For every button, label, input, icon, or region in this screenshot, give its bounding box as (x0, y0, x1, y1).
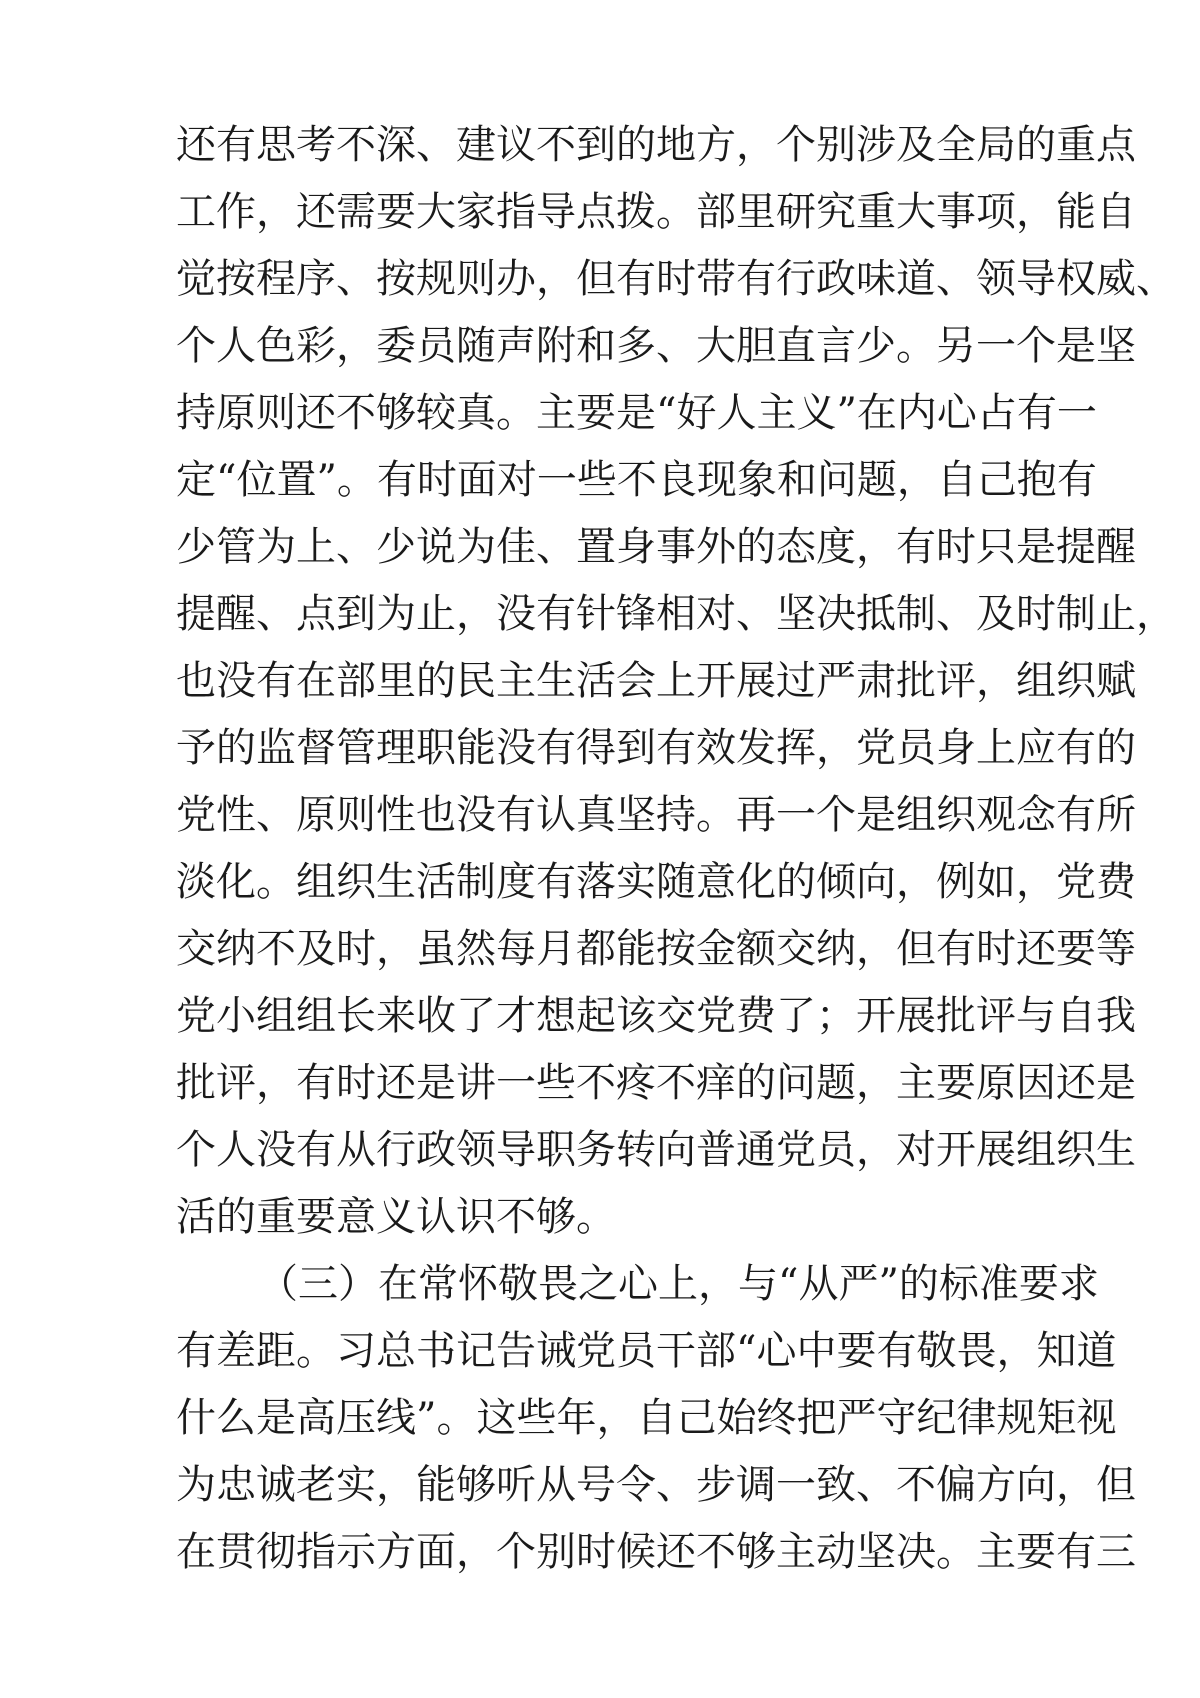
text-line: 淡化。组织生活制度有落实随意化的倾向，例如，党费 (176, 859, 1136, 905)
section-heading-line: （三）在常怀敬畏之心上，与“从严”的标准要求 (258, 1261, 1099, 1307)
text-line: 交纳不及时，虽然每月都能按金额交纳，但有时还要等 (176, 926, 1136, 972)
text-line: 还有思考不深、建议不到的地方，个别涉及全局的重点 (176, 122, 1136, 168)
text-line: 少管为上、少说为佳、置身事外的态度，有时只是提醒 (176, 524, 1136, 570)
text-line: 党性、原则性也没有认真坚持。再一个是组织观念有所 (176, 792, 1136, 838)
text-line: 予的监督管理职能没有得到有效发挥，党员身上应有的 (176, 725, 1136, 771)
text-line: 定“位置”。有时面对一些不良现象和问题，自己抱有 (176, 457, 1097, 503)
text-line: 持原则还不够较真。主要是“好人主义”在内心占有一 (176, 390, 1097, 436)
text-line: 个人没有从行政领导职务转向普通党员，对开展组织生 (176, 1127, 1136, 1173)
text-line: 有差距。习总书记告诫党员干部“心中要有敬畏，知道 (176, 1328, 1117, 1374)
text-line: 工作，还需要大家指导点拨。部里研究重大事项，能自 (176, 189, 1136, 235)
text-line: 在贯彻指示方面，个别时候还不够主动坚决。主要有三 (176, 1529, 1136, 1575)
text-line: 什么是高压线”。这些年，自己始终把严守纪律规矩视 (176, 1395, 1117, 1441)
text-line: 觉按程序、按规则办，但有时带有行政味道、领导权威、 (176, 256, 1176, 302)
text-line: 活的重要意义认识不够。 (176, 1194, 616, 1240)
text-line: 党小组组长来收了才想起该交党费了；开展批评与自我 (176, 993, 1136, 1039)
text-line: 批评，有时还是讲一些不疼不痒的问题，主要原因还是 (176, 1060, 1136, 1106)
text-line: 也没有在部里的民主生活会上开展过严肃批评，组织赋 (176, 658, 1136, 704)
text-line: 个人色彩，委员随声附和多、大胆直言少。另一个是坚 (176, 323, 1136, 369)
text-line: 为忠诚老实，能够听从号令、步调一致、不偏方向，但 (176, 1462, 1136, 1508)
text-line: 提醒、点到为止，没有针锋相对、坚决抵制、及时制止， (176, 591, 1176, 637)
